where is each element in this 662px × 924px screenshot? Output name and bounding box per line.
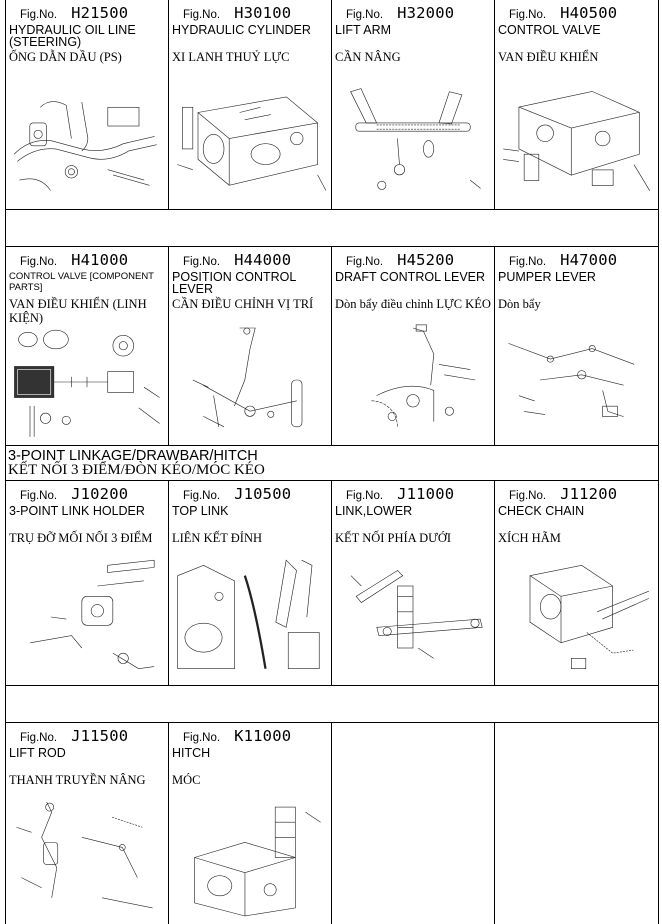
part-name-vi: LIÊN KẾT ĐỈNH [172,531,263,545]
parts-diagram [172,555,328,679]
part-name-en: DRAFT CONTROL LEVER [335,270,486,284]
figure-cell[interactable] [332,0,495,209]
part-name-vi: KẾT NỐI PHÍA DƯỚI [335,531,452,545]
part-name-en: HYDRAULIC CYLINDER [172,23,311,37]
part-name-en: PUMPER LEVER [498,270,596,284]
part-name-en: LIFT ROD [9,746,66,760]
parts-diagram [172,797,328,918]
fig-label: Fig.No. [183,732,221,744]
fig-number: H47000 [560,251,618,269]
part-name-vi: VAN ĐIỀU KHIỂN (LINH KIỆN) [9,297,147,325]
table-row [6,0,658,210]
parts-diagram [9,555,165,679]
parts-diagram [9,74,165,203]
part-name-vi: Dòn bẩy [498,297,541,311]
spacer-row [6,210,658,247]
parts-diagram [335,74,491,203]
figure-cell[interactable] [6,481,169,685]
part-name-en: LIFT ARM [335,23,392,37]
part-name-en: HYDRAULIC OIL LINE (STEERING) [9,23,136,49]
fig-number: H40500 [560,4,618,22]
figure-cell[interactable] [495,247,658,445]
fig-number: H32000 [397,4,455,22]
fig-label: Fig.No. [346,490,384,502]
figure-cell[interactable] [332,481,495,685]
figure-cell[interactable] [6,247,169,445]
section-header [6,446,658,481]
fig-number: H44000 [234,251,292,269]
fig-label: Fig.No. [509,9,547,21]
fig-number: H41000 [71,251,129,269]
parts-diagram [172,321,328,439]
figure-cell[interactable] [169,0,332,209]
fig-number: J11000 [397,485,455,503]
figure-cell-empty [495,723,658,924]
part-name-en: CONTROL VALVE [COMPONENT PARTS] [9,271,154,293]
figure-cell[interactable] [169,247,332,445]
parts-diagram [9,797,165,918]
parts-diagram [172,74,328,203]
section-title-vi: KẾT NỐI 3 ĐIỂM/ĐÒN KÉO/MÓC KÉO [8,462,265,478]
figure-cell[interactable] [6,0,169,209]
fig-label: Fig.No. [509,256,547,268]
parts-diagram [498,321,655,439]
fig-number: H21500 [71,4,129,22]
part-name-vi: ỐNG DẪN DẦU (PS) [9,50,122,64]
part-name-en: TOP LINK [172,504,229,518]
fig-label: Fig.No. [20,9,58,21]
table-row [6,247,658,446]
fig-label: Fig.No. [183,490,221,502]
part-name-en: LINK,LOWER [335,504,413,518]
figure-cell[interactable] [169,723,332,924]
part-name-vi: TRỤ ĐỠ MỐI NỐI 3 ĐIỂM [9,531,153,545]
spacer-row [6,686,658,723]
fig-label: Fig.No. [346,256,384,268]
figure-cell[interactable] [6,723,169,924]
part-name-vi: VAN ĐIỀU KHIỂN [498,50,599,64]
figure-cell[interactable] [495,481,658,685]
part-name-en: CHECK CHAIN [498,504,585,518]
figure-cell[interactable] [332,247,495,445]
part-name-vi: CẦN NÂNG [335,50,401,64]
fig-label: Fig.No. [20,256,58,268]
fig-label: Fig.No. [183,256,221,268]
section-title-en: 3-POINT LINKAGE/DRAWBAR/HITCH [8,448,258,464]
table-row [6,723,658,924]
part-name-en: HITCH [172,746,211,760]
fig-label: Fig.No. [346,9,384,21]
fig-label: Fig.No. [183,9,221,21]
parts-diagram [335,555,491,679]
part-name-vi: CẦN ĐIỀU CHỈNH VỊ TRÍ [172,297,314,311]
parts-diagram [498,555,655,679]
figure-cell[interactable] [169,481,332,685]
part-name-vi: XÍCH HÃM [498,531,561,545]
part-name-vi: MÓC [172,773,201,787]
fig-number: J11200 [560,485,618,503]
figure-cell-empty [332,723,495,924]
fig-number: K11000 [234,727,292,745]
part-name-vi: THANH TRUYỀN NÂNG [9,773,146,787]
fig-number: J10200 [71,485,129,503]
fig-number: H45200 [397,251,455,269]
parts-index-table [5,0,659,924]
parts-diagram [335,321,491,439]
fig-number: J10500 [234,485,292,503]
fig-label: Fig.No. [509,490,547,502]
part-name-vi: XI LANH THUỶ LỰC [172,50,290,64]
figure-cell[interactable] [495,0,658,209]
table-row [6,481,658,686]
fig-label: Fig.No. [20,490,58,502]
fig-number: H30100 [234,4,292,22]
part-name-en: 3-POINT LINK HOLDER [9,504,145,518]
parts-diagram [9,325,165,439]
fig-label: Fig.No. [20,732,58,744]
part-name-en: POSITION CONTROL LEVER [172,270,296,296]
fig-number: J11500 [71,727,129,745]
part-name-vi: Dòn bẩy điều chỉnh LỰC KÉO [335,297,491,311]
part-name-en: CONTROL VALVE [498,23,601,37]
parts-diagram [498,74,655,203]
